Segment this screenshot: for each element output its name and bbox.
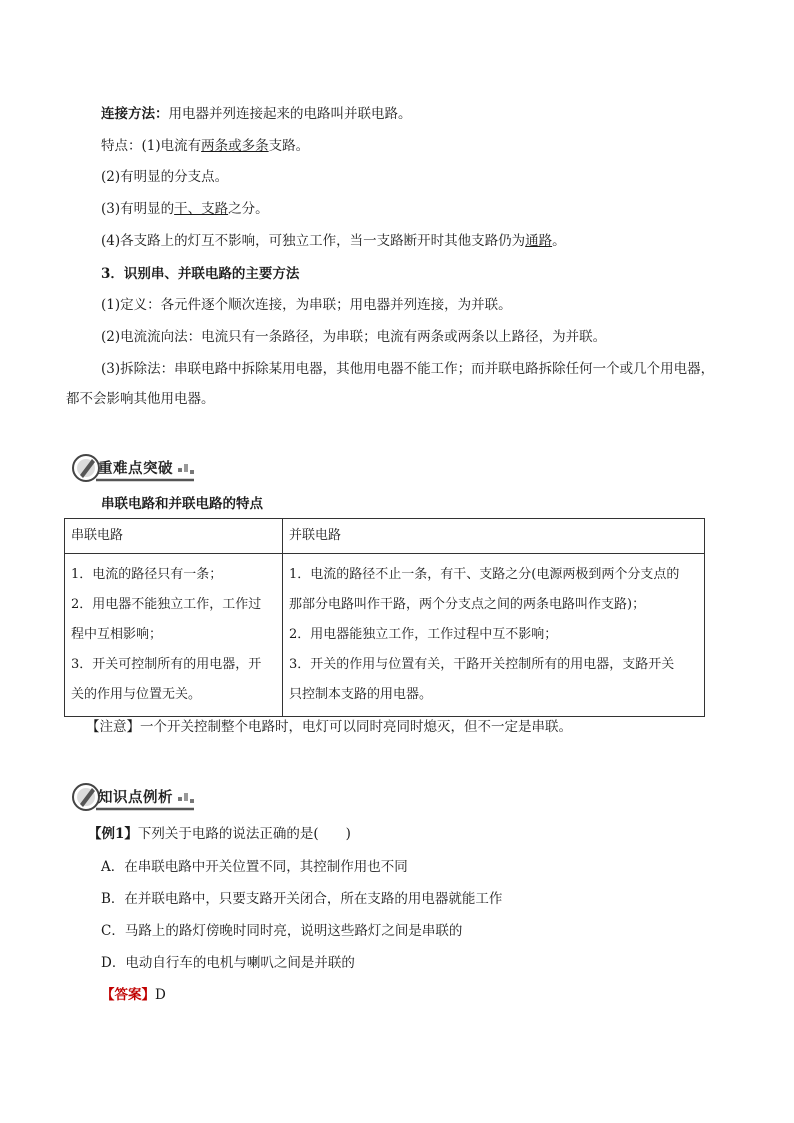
example-question — [88, 825, 351, 843]
feature-1-post: 支路。 — [268, 138, 310, 154]
feature-3-underlined: 干、支路 — [174, 201, 229, 217]
option-d: D．电动自行车的电机与喇叭之间是并联的 — [101, 955, 355, 971]
method-3-line-1: (3)拆除法：串联电路中拆除某用电器，其他用电器不能工作；而并联电路拆除任何一个或几个用电器， — [101, 361, 715, 377]
method-1: (1)定义：各元件逐个顺次连接，为串联；用电器并列连接，为并联。 — [101, 297, 512, 313]
comparison-table — [64, 518, 705, 717]
header-series: 串联电路 — [65, 519, 283, 554]
note-tag: 【注意】 — [86, 719, 140, 735]
connection-line — [101, 105, 412, 123]
connection-label: 连接方法： — [101, 106, 169, 122]
series-line: 2．用电器不能独立工作，工作过 — [71, 597, 262, 612]
feature-1 — [101, 137, 309, 155]
connection-text: 用电器并列连接起来的电路叫并联电路。 — [168, 106, 412, 122]
section-banner-examples — [70, 780, 200, 814]
series-line: 程中互相影响； — [71, 627, 163, 642]
feature-4-underlined: 通路 — [525, 233, 553, 249]
option-c: C．马路上的路灯傍晚时同时亮，说明这些路灯之间是串联的 — [101, 923, 463, 939]
parallel-line: 只控制本支路的用电器。 — [289, 687, 433, 702]
feature-3 — [101, 200, 269, 218]
series-line: 1．电流的路径只有一条； — [71, 567, 223, 582]
answer-value: D — [155, 987, 166, 1003]
feature-4-pre: (4)各支路上的灯互不影响，可独立工作，当一支路断开时其他支路仍为 — [101, 233, 526, 249]
table-caption: 串联电路和并联电路的特点 — [101, 496, 263, 512]
example-tag: 【例1】 — [88, 826, 138, 842]
methods-heading: 3．识别串、并联电路的主要方法 — [101, 266, 300, 282]
method-3-line-2: 都不会影响其他用电器。 — [66, 391, 215, 407]
answer-line — [101, 986, 166, 1004]
method-2: (2)电流流向法：电流只有一条路径，为串联；电流有两条或两条以上路径，为并联。 — [101, 329, 607, 345]
section-banner-key-points — [70, 451, 200, 485]
feature-2: (2)有明显的分支点。 — [101, 169, 229, 185]
note-text: 一个开关控制整个电路时，电灯可以同时亮同时熄灭，但不一定是串联。 — [140, 719, 572, 735]
table-row — [65, 554, 705, 717]
cell-series — [65, 554, 283, 717]
feature-4 — [101, 232, 566, 250]
answer-tag: 【答案】 — [101, 987, 155, 1003]
banner-2-label: 知识点例析 — [98, 789, 173, 806]
option-b: B．在并联电路中，只要支路开关闭合，所在支路的用电器就能工作 — [101, 891, 503, 907]
header-parallel: 并联电路 — [283, 519, 705, 554]
parallel-line: 2．用电器能独立工作，工作过程中互不影响； — [289, 627, 558, 642]
option-a: A．在串联电路中开关位置不同，其控制作用也不同 — [101, 859, 408, 875]
feature-1-pre: (1)电流有 — [141, 138, 202, 154]
parallel-line: 那部分电路叫作干路，两个分支点之间的两条电路叫作支路)； — [289, 597, 646, 612]
feature-3-pre: (3)有明显的 — [101, 201, 175, 217]
series-line: 3．开关可控制所有的用电器，开 — [71, 657, 262, 672]
cell-parallel — [283, 554, 705, 717]
example-question-text: 下列关于电路的说法正确的是( ) — [137, 826, 351, 842]
feature-3-post: 之分。 — [228, 201, 269, 217]
feature-4-post: 。 — [552, 233, 566, 249]
parallel-line: 1．电流的路径不止一条，有干、支路之分(电源两极到两个分支点的 — [289, 567, 680, 582]
note-line — [86, 718, 572, 736]
parallel-line: 3．开关的作用与位置有关，干路开关控制所有的用电器，支路开关 — [289, 657, 675, 672]
feature-1-underlined: 两条或多条 — [201, 138, 269, 154]
table-header-row — [65, 519, 705, 554]
features-label: 特点： — [101, 138, 142, 154]
banner-1-label: 重难点突破 — [98, 460, 173, 477]
series-line: 关的作用与位置无关。 — [71, 687, 202, 702]
